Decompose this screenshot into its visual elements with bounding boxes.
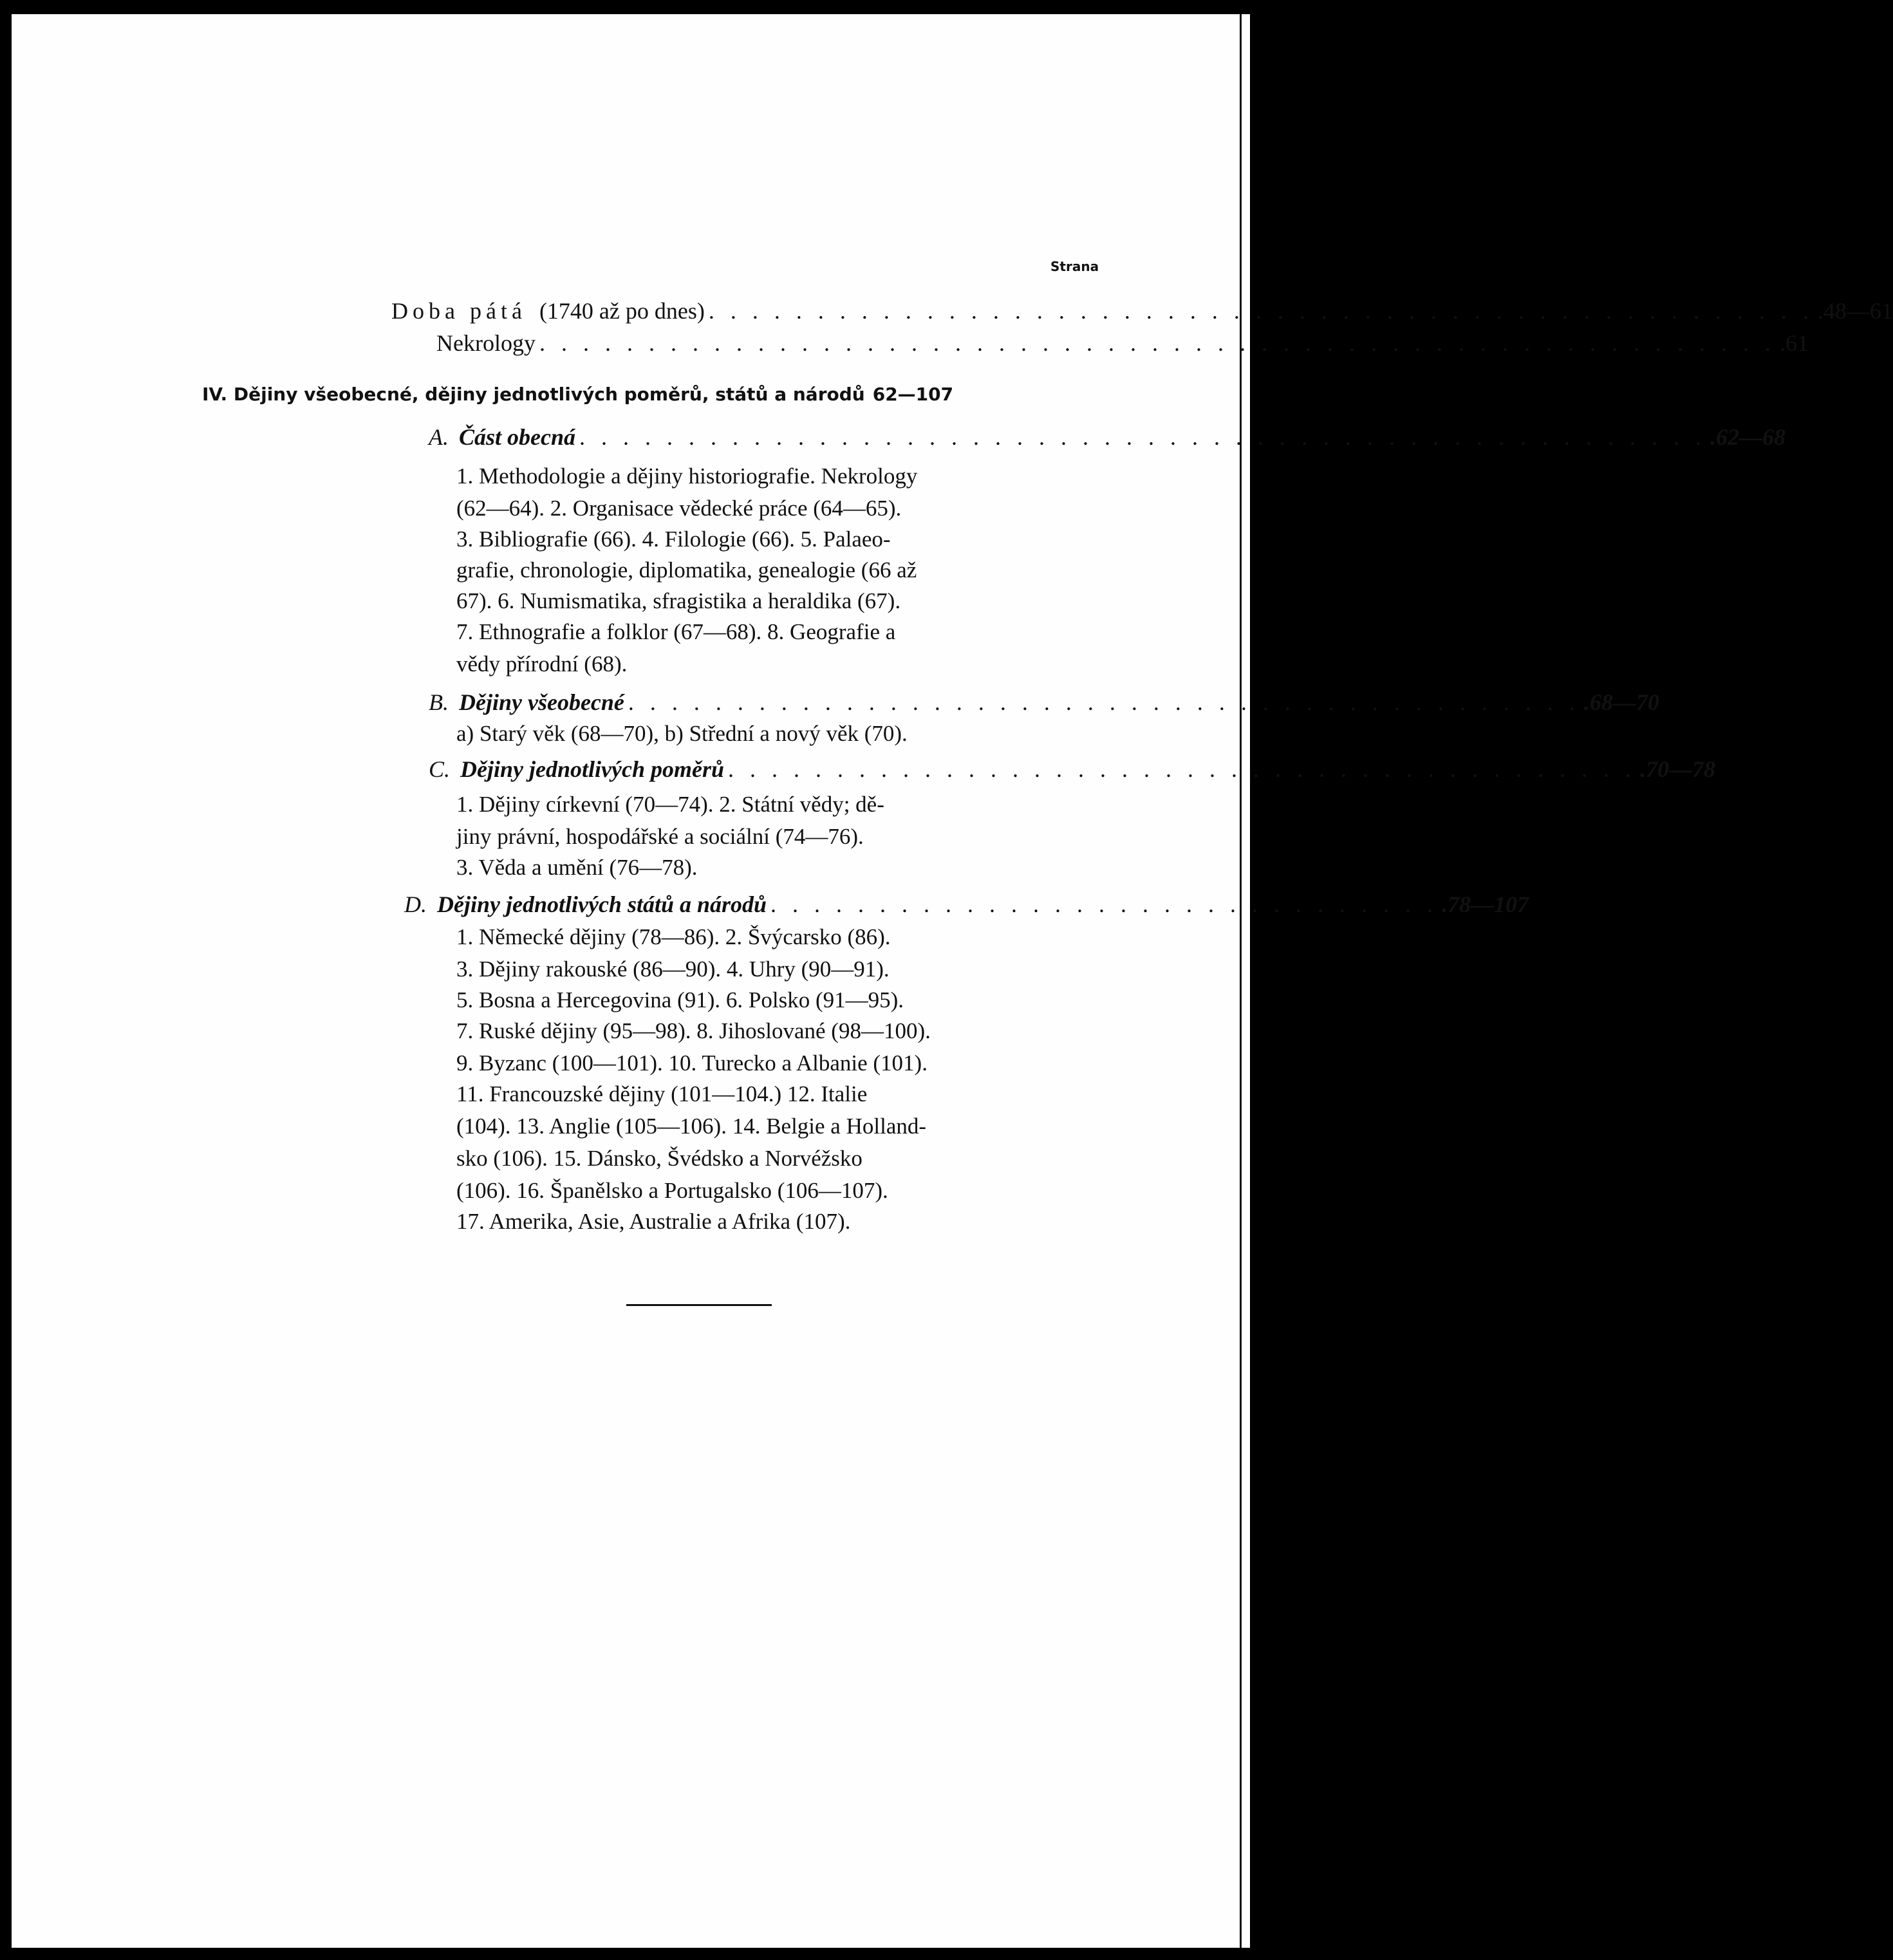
- toc-entry-doba-text: (1740 až po dnes): [539, 298, 705, 324]
- a-line: 67). 6. Numismatika, sfragistika a heraldika (67).: [456, 588, 901, 613]
- d-line: 11. Francouzské dějiny (101—104.) 12. Italie: [456, 1081, 868, 1106]
- d-line: 7. Ruské dějiny (95—98). 8. Jihoslované (98—100).: [456, 1018, 931, 1043]
- a-line: 7. Ethnografie a folklor (67—68). 8. Geografie a: [456, 619, 896, 644]
- toc-entry-a-pages: .62—68: [1710, 424, 1786, 450]
- d-line: 5. Bosna a Hercegovina (91). 6. Polsko (91—95).: [456, 987, 904, 1013]
- a-line: grafie, chronologie, diplomatika, genealogie (66 až: [456, 557, 917, 583]
- toc-entry-a-letter: A.: [429, 424, 449, 450]
- toc-entry-c-pages: .70—78: [1639, 756, 1715, 782]
- toc-entry-d-letter: D.: [404, 891, 427, 917]
- document-page: [12, 14, 1893, 1948]
- a-line: vědy přírodní (68).: [456, 651, 628, 677]
- c-line: 1. Dějiny církevní (70—74). 2. Státní vědy; dě-: [456, 792, 884, 817]
- toc-entry-iv-pages: 62—107: [872, 384, 954, 405]
- toc-entry-d-title: Dějiny jednotlivých států a národů: [437, 891, 767, 917]
- a-line: 3. Bibliografie (66). 4. Filologie (66). 5. Palaeo-: [456, 527, 891, 552]
- d-line: (104). 13. Anglie (105—106). 14. Belgie a Holland-: [456, 1114, 927, 1139]
- leader-dots: . . . . . . . . . . . . . . . . . . . . . . . . . . . . . . . . . . . . . . . . . . . . . . . . . . . . . . . . .: [539, 330, 1776, 356]
- toc-entry-b-title: Dějiny všeobecné: [459, 689, 624, 715]
- d-line: 1. Německé dějiny (78—86). 2. Švýcarsko (86).: [456, 924, 891, 949]
- toc-entry-d-pages: .78—107: [1442, 891, 1529, 917]
- d-line: 17. Amerika, Asie, Australie a Afrika (107).: [456, 1209, 851, 1234]
- toc-entry-b-pages: .68—70: [1583, 689, 1659, 715]
- end-rule: [626, 1304, 772, 1306]
- leader-dots: . . . . . . . . . . . . . . . . . . . . . . . . . . . . . . . . . . . . . . . . . . . . . . . . . . .: [708, 298, 1814, 324]
- toc-entry-b: [429, 689, 1659, 716]
- toc-entry-iv-text: IV. Dějiny všeobecné, dějiny jednotlivých poměrů, států a národů: [202, 384, 865, 405]
- d-line: 9. Byzanc (100—101). 10. Turecko a Albanie (101).: [456, 1050, 928, 1076]
- leader-dots: . . . . . . . . . . . . . . . . . . . . . . . . . . . . . . . . . . . . . . . . . .: [727, 756, 1636, 782]
- toc-entry-nekrology-pages: .61: [1779, 330, 1809, 356]
- c-line: 3. Věda a umění (76—78).: [456, 855, 698, 880]
- d-line: 3. Dějiny rakouské (86—90). 4. Uhry (90—91).: [456, 957, 890, 982]
- b-line: a) Starý věk (68—70), b) Střední a nový věk (70).: [456, 721, 908, 746]
- c-line: jiny právní, hospodářské a sociální (74—76).: [456, 824, 864, 849]
- d-line: sko (106). 15. Dánsko, Švédsko a Norvéžsko: [456, 1146, 863, 1171]
- toc-entry-c: [429, 756, 1715, 783]
- leader-dots: . . . . . . . . . . . . . . . . . . . . . . . . . . . . . . .: [770, 891, 1439, 917]
- toc-entry-c-letter: C.: [429, 756, 451, 782]
- toc-entry-doba: [391, 297, 1893, 324]
- toc-entry-iv: [202, 384, 1130, 405]
- leader-dots: . . . . . . . . . . . . . . . . . . . . . . . . . . . . . . . . . . . . . . . . . . . .: [628, 689, 1580, 715]
- toc-entry-c-title: Dějiny jednotlivých poměrů: [460, 756, 724, 782]
- leader-dots: . . . . . . . . . . . . . . . . . . . . . . . . . . . . . . . . . . . . . . . . . . . . . . . . . . . .: [579, 424, 1707, 450]
- toc-entry-d: [404, 891, 1529, 918]
- toc-entry-doba-pages: .48—61: [1817, 298, 1893, 324]
- toc-entry-nekrology: [436, 330, 1809, 357]
- toc-entry-nekrology-text: Nekrology: [436, 330, 536, 356]
- toc-entry-a: [429, 424, 1786, 451]
- toc-entry-a-title: Část obecná: [459, 424, 576, 450]
- d-line: (106). 16. Španělsko a Portugalsko (106—107).: [456, 1178, 888, 1203]
- strana-label: Strana: [1050, 259, 1099, 274]
- toc-entry-b-letter: B.: [429, 689, 449, 715]
- a-line: 1. Methodologie a dějiny historiografie. Nekrology: [456, 463, 918, 489]
- toc-entry-doba-prefix: Doba pátá: [391, 298, 527, 324]
- a-line: (62—64). 2. Organisace vědecké práce (64—65).: [456, 496, 902, 521]
